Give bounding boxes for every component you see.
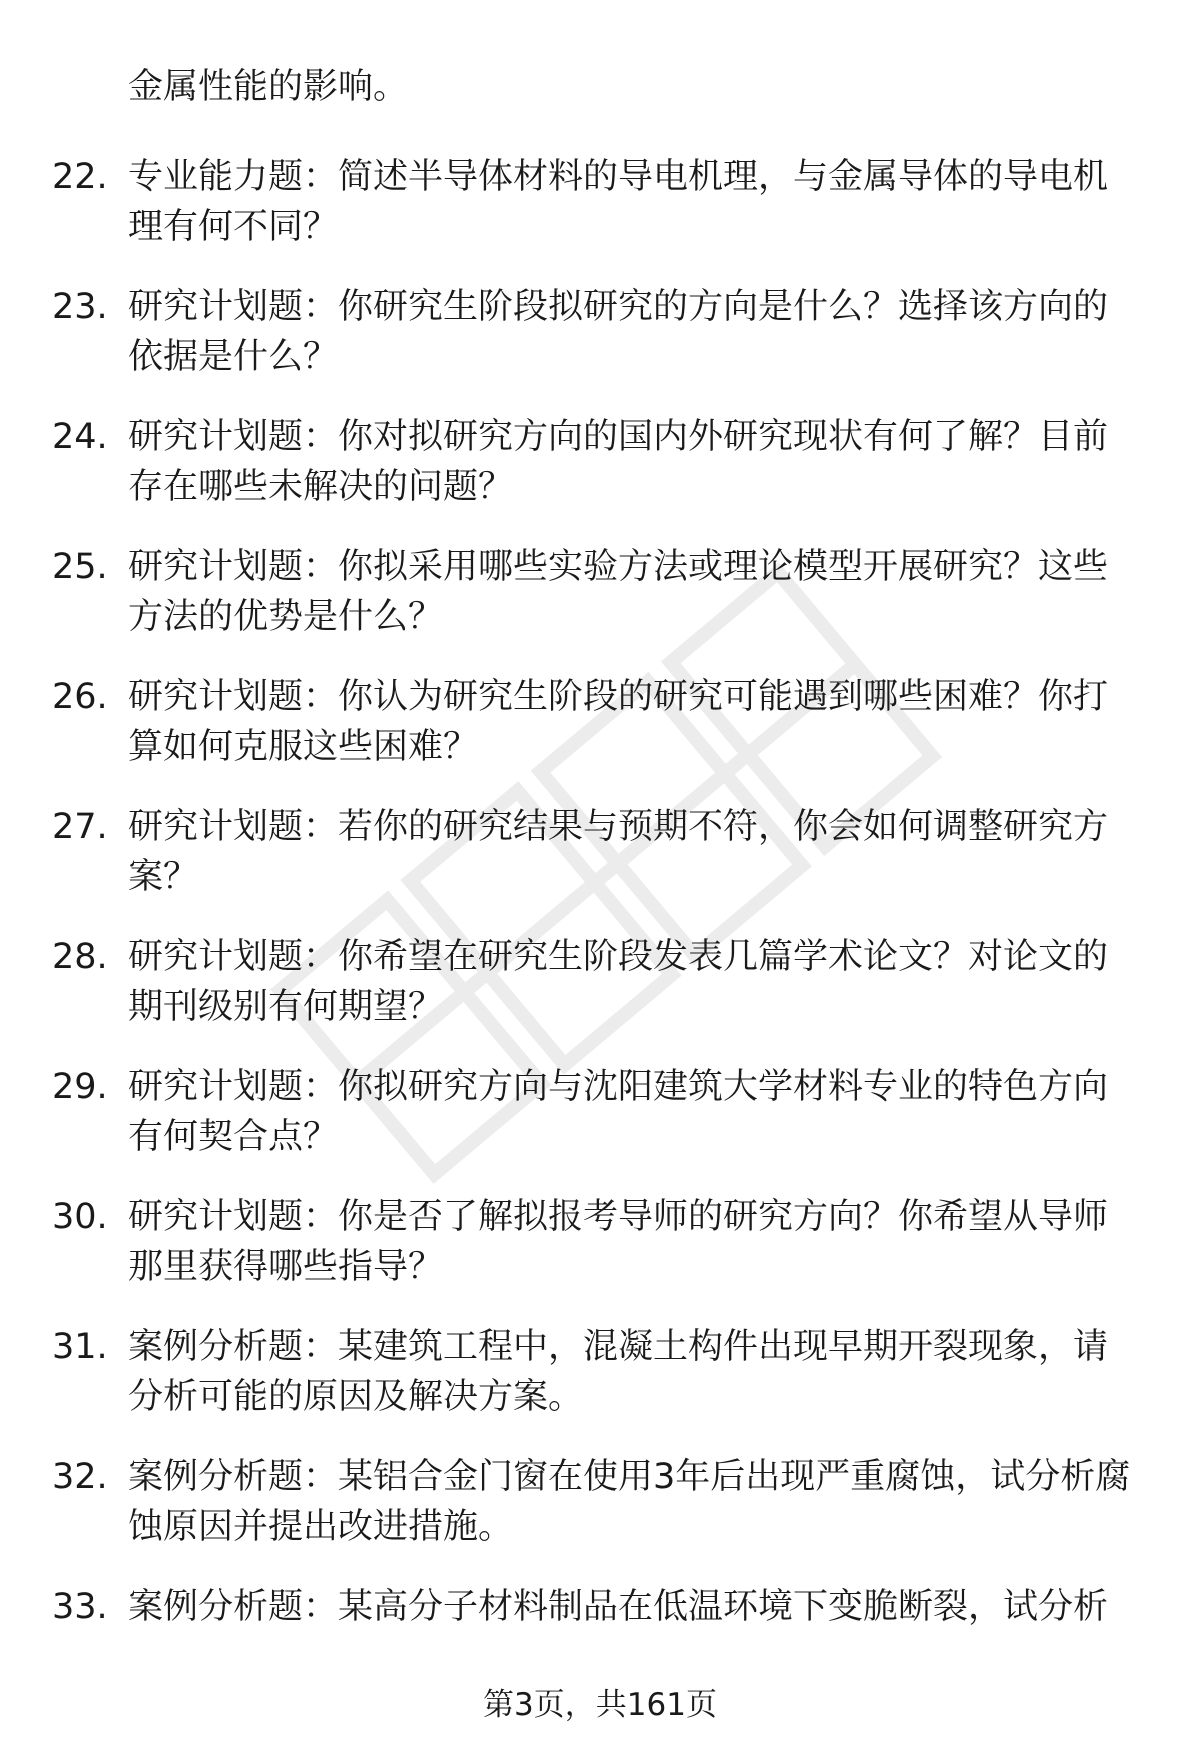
question-line: 研究计划题：你希望在研究生阶段发表几篇学术论文？对论文的	[128, 937, 1109, 977]
question-line: 算如何克服这些困难？	[128, 727, 479, 767]
question-item	[0, 412, 1200, 542]
question-item	[0, 802, 1200, 932]
question-line: 案例分析题：某高分子材料制品在低温环境下变脆断裂，试分析	[128, 1587, 1109, 1627]
question-number: 24.	[52, 417, 108, 457]
question-line: 研究计划题：你拟采用哪些实验方法或理论模型开展研究？这些	[128, 547, 1109, 587]
question-line: 研究计划题：你研究生阶段拟研究的方向是什么？选择该方向的	[128, 287, 1109, 327]
question-line: 存在哪些未解决的问题？	[128, 467, 514, 507]
question-text	[128, 1452, 1168, 1552]
question-text	[128, 1062, 1168, 1162]
continuation-text: 金属性能的影响。	[128, 67, 409, 107]
question-number: 32.	[52, 1457, 108, 1497]
question-text	[128, 152, 1168, 252]
question-line: 依据是什么？	[128, 337, 339, 377]
question-number: 31.	[52, 1327, 108, 1367]
question-line: 研究计划题：若你的研究结果与预期不符，你会如何调整研究方	[128, 807, 1109, 847]
question-number: 25.	[52, 547, 108, 587]
question-item	[0, 1322, 1200, 1452]
question-line: 研究计划题：你拟研究方向与沈阳建筑大学材料专业的特色方向	[128, 1067, 1109, 1107]
question-line: 理有何不同？	[128, 207, 339, 247]
question-line: 蚀原因并提出改进措施。	[128, 1507, 514, 1547]
question-item	[0, 672, 1200, 802]
question-text	[128, 802, 1168, 902]
page-footer: 第3页，共161页	[483, 1687, 717, 1723]
question-text	[128, 1582, 1168, 1632]
question-item	[0, 1452, 1200, 1582]
question-line: 期刊级别有何期望？	[128, 987, 444, 1027]
question-number: 29.	[52, 1067, 108, 1107]
question-text	[128, 282, 1168, 382]
question-text	[128, 412, 1168, 512]
question-text	[128, 1322, 1168, 1422]
question-number: 26.	[52, 677, 108, 717]
question-line: 案例分析题：某铝合金门窗在使用3年后出现严重腐蚀，试分析腐	[128, 1457, 1131, 1497]
question-text	[128, 672, 1168, 772]
question-line: 那里获得哪些指导？	[128, 1247, 444, 1287]
question-line: 案例分析题：某建筑工程中，混凝土构件出现早期开裂现象，请	[128, 1327, 1109, 1367]
question-line: 研究计划题：你是否了解拟报考导师的研究方向？你希望从导师	[128, 1197, 1109, 1237]
question-item	[0, 152, 1200, 282]
question-text	[128, 542, 1168, 642]
question-text	[128, 1192, 1168, 1292]
question-line: 专业能力题：简述半导体材料的导电机理，与金属导体的导电机	[128, 157, 1109, 197]
question-item	[0, 1192, 1200, 1322]
question-line: 研究计划题：你对拟研究方向的国内外研究现状有何了解？目前	[128, 417, 1109, 457]
question-number: 23.	[52, 287, 108, 327]
question-line: 研究计划题：你认为研究生阶段的研究可能遇到哪些困难？你打	[128, 677, 1109, 717]
question-text	[128, 932, 1168, 1032]
question-line: 分析可能的原因及解决方案。	[128, 1377, 584, 1417]
question-number: 28.	[52, 937, 108, 977]
question-number: 30.	[52, 1197, 108, 1237]
question-number: 27.	[52, 807, 108, 847]
question-line: 有何契合点？	[128, 1117, 339, 1157]
question-item	[0, 542, 1200, 672]
question-line: 案？	[128, 857, 199, 897]
question-list	[0, 152, 1200, 1712]
question-item	[0, 282, 1200, 412]
question-number: 22.	[52, 157, 108, 197]
question-item	[0, 1062, 1200, 1192]
question-item	[0, 932, 1200, 1062]
question-number: 33.	[52, 1587, 108, 1627]
question-line: 方法的优势是什么？	[128, 597, 444, 637]
